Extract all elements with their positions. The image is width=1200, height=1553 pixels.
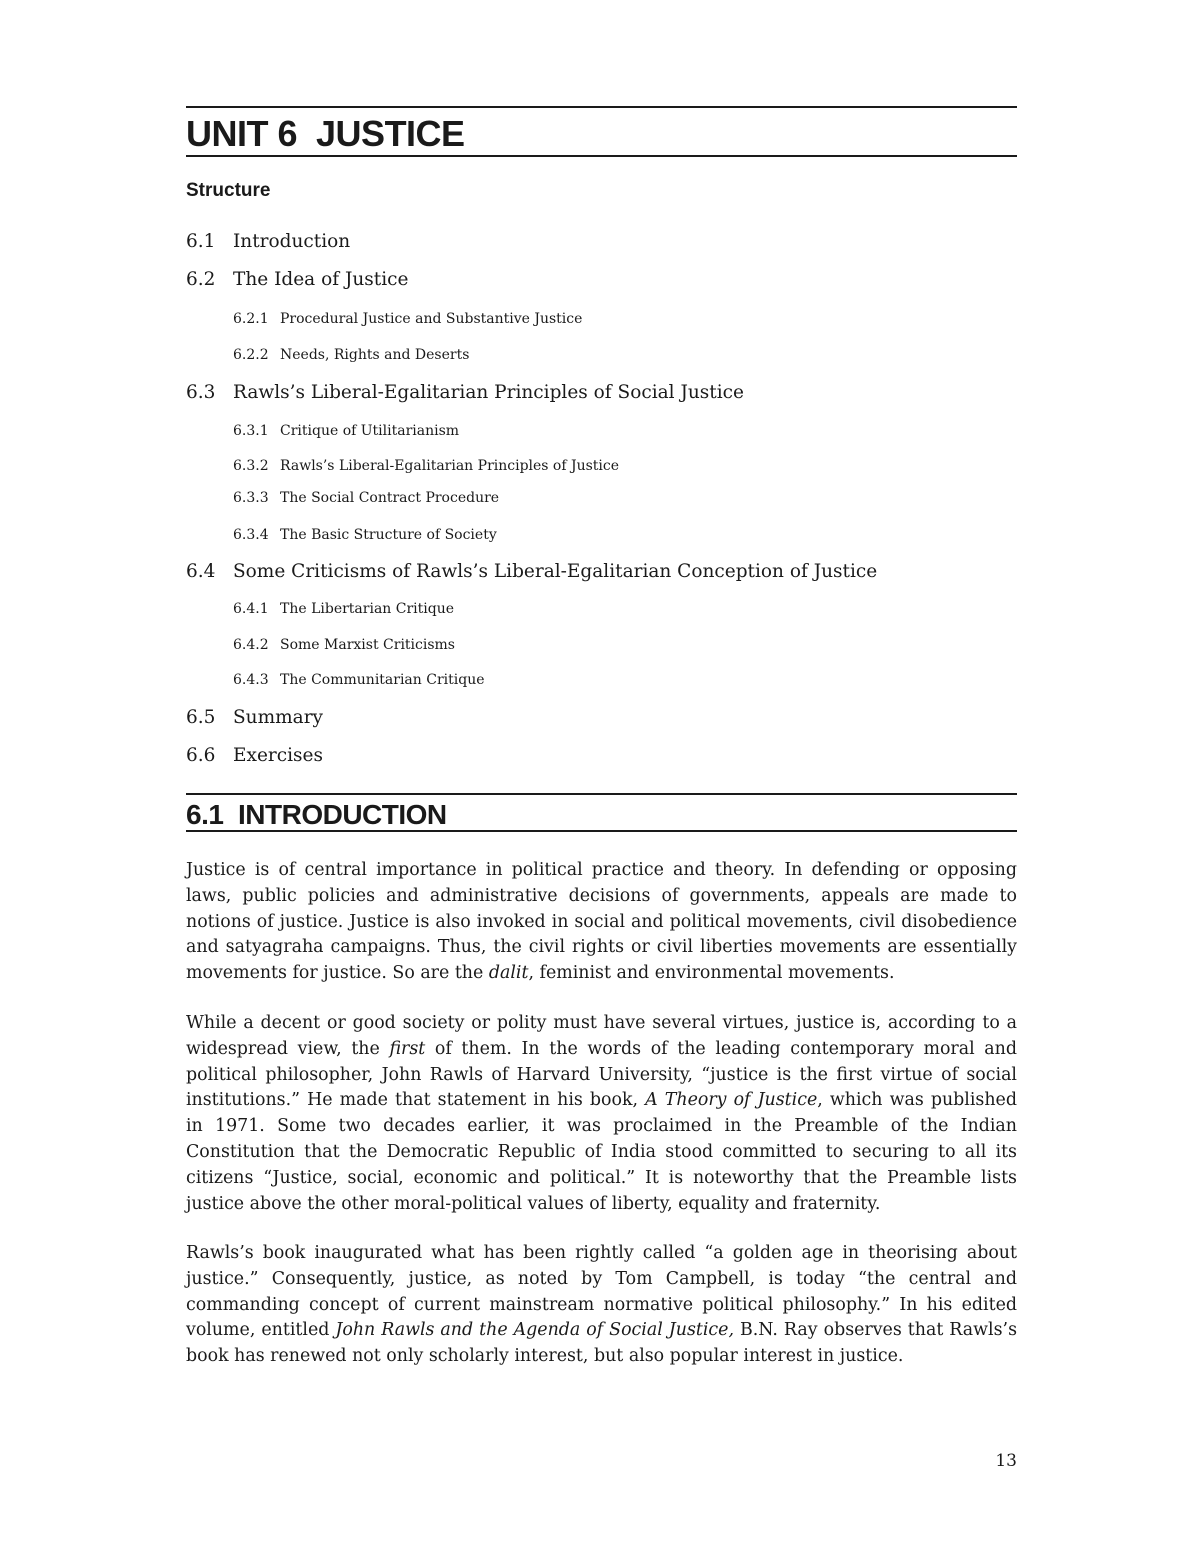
section-top-rule xyxy=(186,793,1017,795)
toc-entry-number: 6.4.1 xyxy=(233,601,269,617)
title-bottom-rule xyxy=(186,155,1017,157)
toc-entry-label: Needs, Rights and Deserts xyxy=(280,347,470,363)
toc-section-entry xyxy=(186,382,744,404)
toc-entry-label: The Communitarian Critique xyxy=(280,672,485,688)
text-run: , feminist and environmental movements. xyxy=(528,963,895,984)
toc-subsection-entry xyxy=(233,420,459,442)
toc-entry-label: Summary xyxy=(233,707,323,728)
toc-entry-label: Exercises xyxy=(233,745,323,766)
italic-text: first xyxy=(389,1038,426,1059)
toc-entry-label: Introduction xyxy=(233,231,351,252)
toc-entry-label: Critique of Utilitarianism xyxy=(280,423,460,439)
toc-entry-number: 6.3.3 xyxy=(233,490,269,506)
toc-subsection-entry xyxy=(233,669,485,691)
toc-subsection-entry xyxy=(233,634,455,656)
structure-heading: Structure xyxy=(186,180,271,201)
toc-entry-number: 6.3.1 xyxy=(233,423,269,439)
toc-entry-label: The Idea of Justice xyxy=(233,269,409,290)
toc-entry-label: The Social Contract Procedure xyxy=(280,490,500,506)
section-title xyxy=(186,797,447,833)
toc-entry-number: 6.5 xyxy=(186,707,216,728)
toc-entry-label: The Libertarian Critique xyxy=(280,601,455,617)
section-name: INTRODUCTION xyxy=(238,799,447,830)
section-bottom-rule xyxy=(186,830,1017,832)
document-page xyxy=(186,0,1017,1553)
toc-section-entry xyxy=(186,231,350,253)
toc-entry-number: 6.3.2 xyxy=(233,458,269,474)
toc-entry-number: 6.4.2 xyxy=(233,637,269,653)
unit-number: UNIT 6 xyxy=(186,113,298,154)
toc-entry-number: 6.1 xyxy=(186,231,216,252)
toc-subsection-entry xyxy=(233,524,497,546)
italic-text: A Theory of Justice xyxy=(645,1090,818,1111)
text-run: B.N. Ray observes that Rawls’s book has renewed not only scholarly interest, but also popular interest in justice. xyxy=(186,1320,1017,1367)
toc-entry-number: 6.2 xyxy=(186,269,216,290)
toc-section-entry xyxy=(186,561,877,583)
text-run: Rawls’s book inaugurated what has been rightly called “a golden age in theorising about justice.” Consequently, justice, as noted by Tom Campbell, is today “the central and commanding concept of current mainstream normative political philosophy.” In his edited volume, entitled xyxy=(186,1243,1017,1341)
toc-entry-number: 6.3.4 xyxy=(233,527,269,543)
text-run: of them. In the words of the leading contemporary moral and political philosopher, John Rawls of Harvard University, “justice is the first virtue of social institutions.” He made that statement in his book, xyxy=(186,1038,1017,1111)
toc-entry-label: Some Marxist Criticisms xyxy=(280,637,455,653)
toc-entry-number: 6.4 xyxy=(186,561,216,582)
unit-name: JUSTICE xyxy=(316,113,465,154)
unit-title xyxy=(186,112,465,156)
toc-subsection-entry xyxy=(233,598,454,620)
section-number: 6.1 xyxy=(186,799,224,830)
text-run: , which was published in 1971. Some two decades earlier, it was proclaimed in the Preamble of the Indian Constitution that the Democratic Republic of India stood committed to securing to all its citizens “Justice, social, economic and political.” It is noteworthy that the Preamble lists justice above the other moral-political values of liberty, equality and fraternity. xyxy=(186,1090,1017,1214)
toc-entry-number: 6.2.1 xyxy=(233,311,269,327)
toc-entry-number: 6.2.2 xyxy=(233,347,269,363)
paragraph-2 xyxy=(186,1011,1017,1217)
paragraph-3 xyxy=(186,1241,1017,1370)
toc-subsection-entry xyxy=(233,344,469,366)
toc-subsection-entry xyxy=(233,455,619,477)
toc-subsection-entry xyxy=(233,487,499,509)
toc-section-entry xyxy=(186,707,323,729)
toc-entry-number: 6.6 xyxy=(186,745,216,766)
toc-section-entry xyxy=(186,745,323,767)
toc-entry-label: The Basic Structure of Society xyxy=(280,527,497,543)
text-run: Justice is of central importance in political practice and theory. In defending or opposing laws, public policies and administrative decisions of governments, appeals are made to notions of justice. Justice is also invoked in social and political movements, civil disobedience and satyagraha campaigns. Thus, the civil rights or civil liberties movements are essentially movements for justice. So are the xyxy=(186,860,1017,984)
toc-section-entry xyxy=(186,269,408,291)
italic-text: John Rawls and the Agenda of Social Justice, xyxy=(335,1320,734,1341)
toc-subsection-entry xyxy=(233,308,582,330)
toc-entry-label: Some Criticisms of Rawls’s Liberal-Egalitarian Conception of Justice xyxy=(233,561,878,582)
toc-entry-label: Rawls’s Liberal-Egalitarian Principles of Social Justice xyxy=(233,382,744,403)
text-run: While a decent or good society or polity must have several virtues, justice is, according to a widespread view, the xyxy=(186,1013,1017,1059)
toc-entry-label: Rawls’s Liberal-Egalitarian Principles of Justice xyxy=(280,458,620,474)
paragraph-1 xyxy=(186,858,1017,987)
italic-text: dalit xyxy=(488,963,529,984)
toc-entry-label: Procedural Justice and Substantive Justice xyxy=(280,311,583,327)
page-number: 13 xyxy=(995,1451,1017,1471)
toc-entry-number: 6.3 xyxy=(186,382,216,403)
toc-entry-number: 6.4.3 xyxy=(233,672,269,688)
title-top-rule xyxy=(186,106,1017,108)
